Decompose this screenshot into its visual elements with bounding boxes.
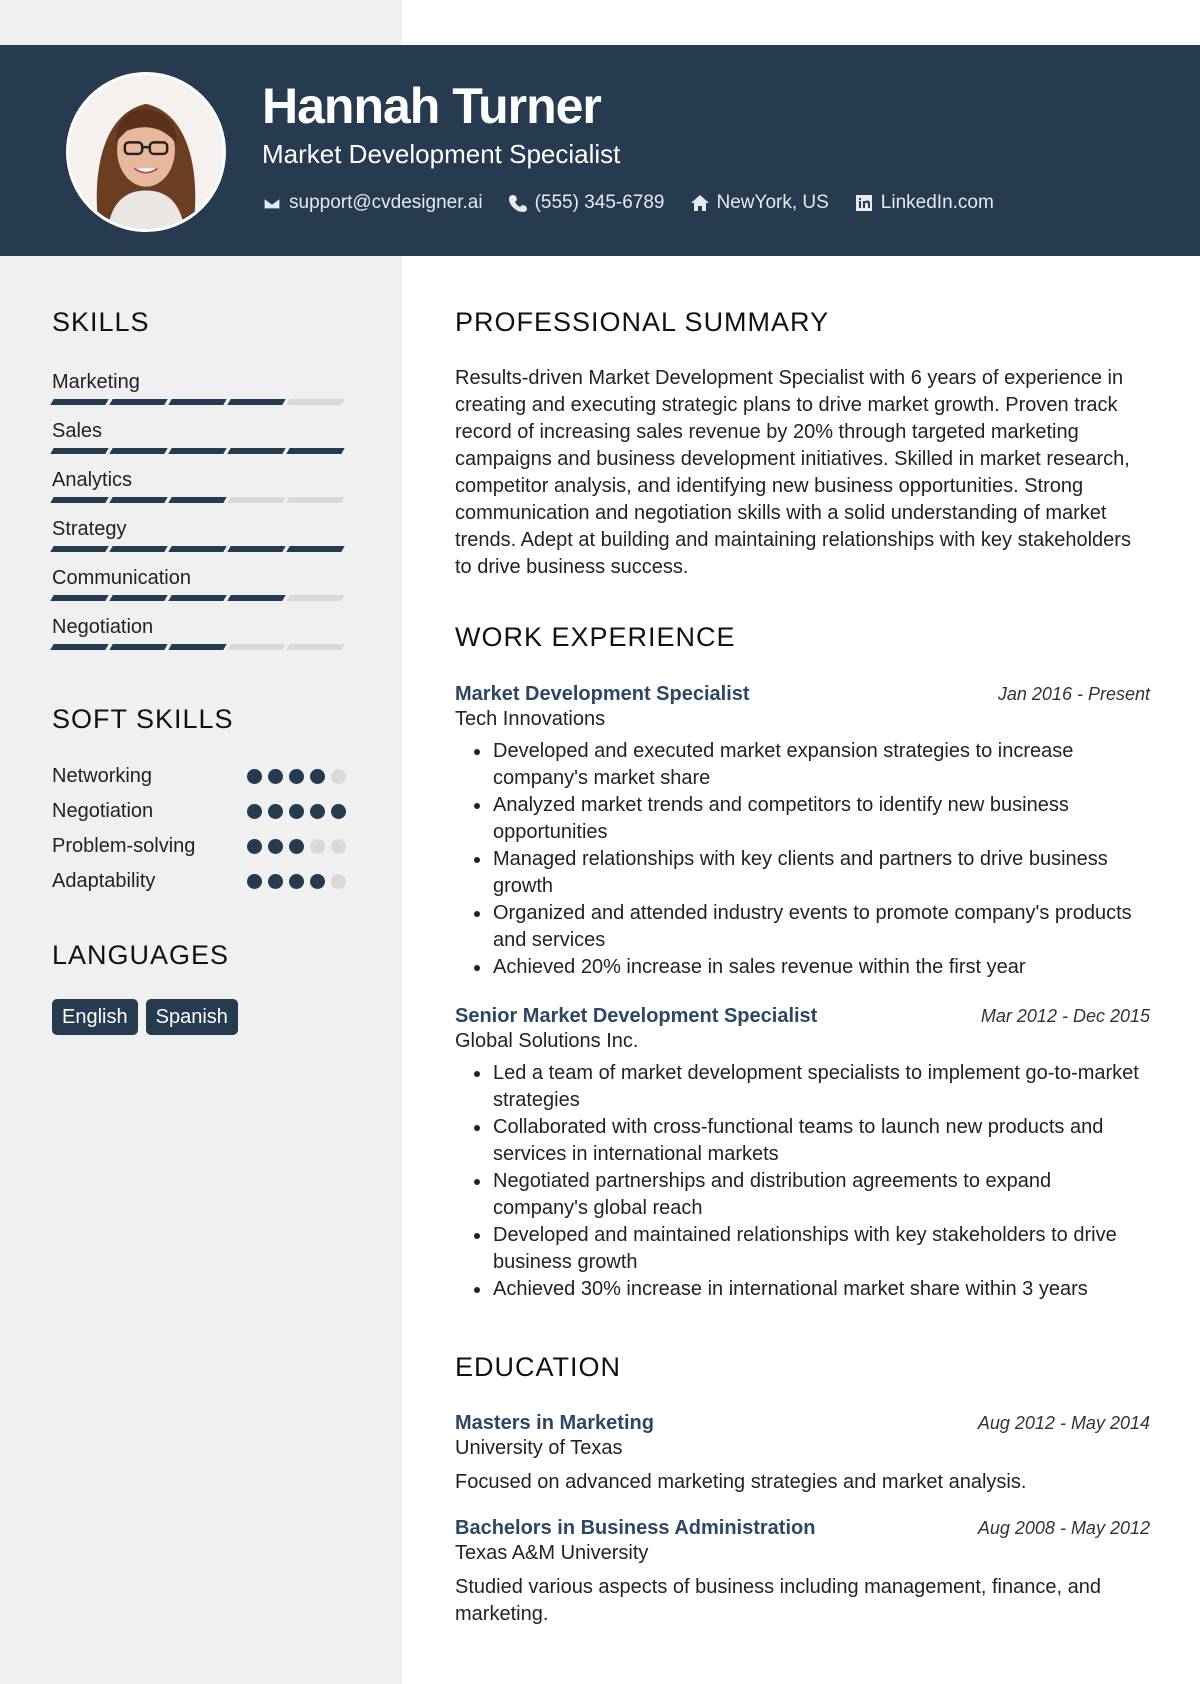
contact-phone[interactable] (508, 192, 665, 214)
contact-linkedin-text: LinkedIn.com (880, 192, 994, 213)
rating-dot (310, 804, 325, 819)
rating-dot (247, 874, 262, 889)
rating-dot (331, 839, 346, 854)
soft-skill-row (52, 794, 352, 829)
rating-dot (268, 804, 283, 819)
contact-location (690, 192, 829, 214)
summary-section (455, 307, 1150, 581)
skill-level-segment (50, 448, 108, 454)
avatar (66, 72, 226, 232)
soft-skill-rating (247, 874, 352, 889)
list-item: • Developed and maintained relationships with key stakeholders to drive business growth (492, 1222, 1150, 1276)
list-item: • Analyzed market trends and competitors to identify new business opportunities (492, 792, 1150, 846)
degree-title: Bachelors in Business Administration (455, 1517, 816, 1539)
experience-section (455, 622, 1150, 653)
soft-skills-list (52, 759, 352, 899)
summary-heading: PROFESSIONAL SUMMARY (455, 307, 830, 337)
skill-level-segment (109, 644, 167, 650)
skill-level-segment (227, 546, 285, 552)
soft-skills-heading: SOFT SKILLS (52, 704, 234, 734)
skill-level-segment (286, 595, 344, 601)
degree-title: Masters in Marketing (455, 1412, 654, 1434)
rating-dot (247, 839, 262, 854)
list-item: • Achieved 30% increase in international market share within 3 years (492, 1276, 1150, 1303)
linkedin-icon (854, 193, 874, 213)
skill-level-segment (109, 546, 167, 552)
soft-skill-row (52, 829, 352, 864)
company-name: Global Solutions Inc. (455, 1030, 639, 1052)
skill-level-segment (168, 448, 226, 454)
skill-level-segment (109, 497, 167, 503)
skill-row (52, 419, 352, 468)
soft-skills-section (52, 704, 352, 735)
education-heading: EDUCATION (455, 1352, 622, 1382)
education-entry (455, 1412, 1150, 1496)
skill-level-segment (227, 399, 285, 405)
list-item: • Collaborated with cross-functional teams to launch new products and services in international markets (492, 1114, 1150, 1168)
skill-level-segment (109, 399, 167, 405)
skill-level-segment (168, 644, 226, 650)
home-icon (690, 193, 710, 213)
skill-level-bar (52, 448, 347, 454)
soft-skill-row (52, 864, 352, 899)
rating-dot (289, 769, 304, 784)
rating-dot (289, 839, 304, 854)
contact-phone-text: (555) 345-6789 (534, 192, 665, 213)
rating-dot (268, 839, 283, 854)
rating-dot (289, 874, 304, 889)
rating-dot (331, 874, 346, 889)
list-item: • Achieved 20% increase in sales revenue within the first year (492, 954, 1150, 981)
job-title: Market Development Specialist (455, 683, 750, 705)
soft-skill-label: Networking (52, 765, 153, 787)
job-title: Senior Market Development Specialist (455, 1005, 818, 1027)
skill-level-segment (286, 399, 344, 405)
education-description: Studied various aspects of business including management, finance, and marketing. (455, 1576, 1101, 1625)
soft-skill-label: Adaptability (52, 870, 156, 892)
skill-level-segment (109, 595, 167, 601)
header-banner (0, 45, 1200, 256)
skill-level-segment (50, 595, 108, 601)
job-dates: Jan 2016 - Present (997, 684, 1150, 704)
soft-skill-rating (247, 769, 352, 784)
contact-row (262, 192, 1019, 214)
skill-row (52, 468, 352, 517)
job-bullets (492, 738, 1150, 981)
summary-text: Results-driven Market Development Specialist with 6 years of experience in creating and executing strategic plans to drive market growth. Proven track record of increasing sales revenue by 20% through targeted marketing campaigns and business development initiatives. Skilled in market research, competitor analysis, and identifying new business opportunities. Strong communication and negotiation skills with a solid understanding of market trends. Adept at building and maintaining relationships with key stakeholders to drive business success. (455, 367, 1131, 578)
skill-level-bar (52, 497, 347, 503)
language-badge: Spanish (146, 999, 238, 1035)
skill-level-segment (286, 448, 344, 454)
skill-label: Strategy (52, 518, 127, 540)
skill-row (52, 370, 352, 419)
contact-email-text: support@cvdesigner.ai (289, 192, 483, 213)
contact-linkedin[interactable] (854, 192, 994, 214)
skills-list (52, 370, 352, 664)
skill-level-segment (50, 399, 108, 405)
job-bullets (492, 1060, 1150, 1303)
skill-level-segment (227, 448, 285, 454)
skill-level-segment (286, 546, 344, 552)
skill-level-segment (50, 546, 108, 552)
education-section (455, 1352, 1150, 1383)
languages-section (52, 940, 352, 971)
rating-dot (268, 769, 283, 784)
skill-label: Marketing (52, 371, 140, 393)
rating-dot (331, 804, 346, 819)
profile-photo (69, 75, 223, 229)
list-item: • Developed and executed market expansion strategies to increase company's market share (492, 738, 1150, 792)
skill-label: Analytics (52, 469, 133, 491)
skill-level-segment (286, 497, 344, 503)
language-badge: English (52, 999, 138, 1035)
skill-row (52, 615, 352, 664)
skill-level-bar (52, 399, 347, 405)
rating-dot (247, 769, 262, 784)
candidate-name: Hannah Turner (262, 78, 601, 134)
school-name: University of Texas (455, 1437, 623, 1459)
rating-dot (247, 804, 262, 819)
candidate-title: Market Development Specialist (262, 139, 621, 169)
skill-level-bar (52, 595, 347, 601)
skill-level-segment (227, 497, 285, 503)
skill-level-segment (168, 546, 226, 552)
rating-dot (310, 874, 325, 889)
rating-dot (289, 804, 304, 819)
school-name: Texas A&M University (455, 1542, 649, 1564)
skill-level-bar (52, 546, 347, 552)
skill-level-segment (227, 595, 285, 601)
languages-heading: LANGUAGES (52, 940, 230, 970)
soft-skill-label: Negotiation (52, 800, 154, 822)
skill-label: Negotiation (52, 616, 154, 638)
skills-section (52, 307, 352, 338)
list-item: • Negotiated partnerships and distribution agreements to expand company's global reach (492, 1168, 1150, 1222)
contact-location-text: NewYork, US (716, 192, 829, 213)
soft-skill-row (52, 759, 352, 794)
skill-level-segment (168, 399, 226, 405)
skill-level-bar (52, 644, 347, 650)
envelope-icon (262, 193, 282, 213)
job-entry (455, 683, 1150, 981)
education-dates: Aug 2012 - May 2014 (977, 1413, 1150, 1433)
soft-skill-label: Problem-solving (52, 835, 196, 857)
skill-label: Communication (52, 567, 191, 589)
skill-level-segment (168, 595, 226, 601)
skill-row (52, 566, 352, 615)
company-name: Tech Innovations (455, 708, 606, 730)
skill-level-segment (109, 448, 167, 454)
skill-row (52, 517, 352, 566)
phone-icon (508, 193, 528, 213)
rating-dot (331, 769, 346, 784)
skill-level-segment (50, 644, 108, 650)
soft-skill-rating (247, 804, 352, 819)
experience-heading: WORK EXPERIENCE (455, 622, 736, 652)
skill-level-segment (168, 497, 226, 503)
job-dates: Mar 2012 - Dec 2015 (980, 1006, 1150, 1026)
education-description: Focused on advanced marketing strategies and market analysis. (455, 1471, 1027, 1493)
skill-label: Sales (52, 420, 103, 442)
skill-level-segment (50, 497, 108, 503)
contact-email[interactable] (262, 192, 483, 214)
languages-list (52, 999, 352, 1035)
rating-dot (310, 769, 325, 784)
rating-dot (268, 874, 283, 889)
skill-level-segment (286, 644, 344, 650)
rating-dot (310, 839, 325, 854)
education-dates: Aug 2008 - May 2012 (977, 1518, 1150, 1538)
list-item: • Managed relationships with key clients and partners to drive business growth (492, 846, 1150, 900)
list-item: • Led a team of market development specialists to implement go-to-market strategies (492, 1060, 1150, 1114)
education-entry (455, 1517, 1150, 1628)
job-entry (455, 1005, 1150, 1303)
list-item: • Organized and attended industry events to promote company's products and services (492, 900, 1150, 954)
skills-heading: SKILLS (52, 307, 150, 337)
skill-level-segment (227, 644, 285, 650)
soft-skill-rating (247, 839, 352, 854)
